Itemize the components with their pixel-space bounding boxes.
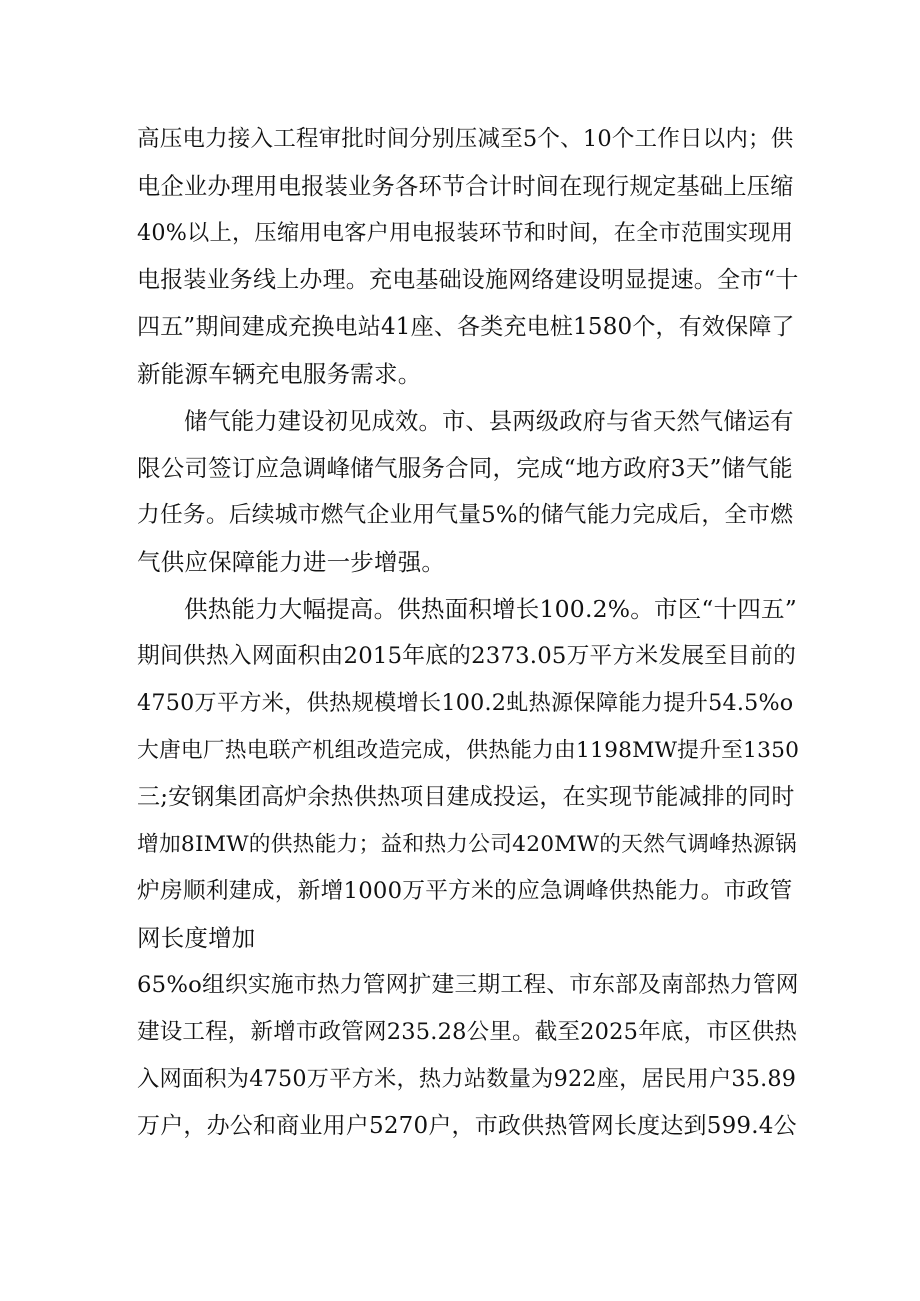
text-line: 限公司签订应急调峰储气服务合同，完成“地方政府3天”储气能 (137, 454, 793, 482)
text-line: 网长度增加 (137, 924, 256, 952)
text-line: 新能源车辆充电服务需求。 (137, 360, 422, 388)
text-line: 电报装业务线上办理。充电基础设施网络建设明显提速。全市“十 (137, 267, 799, 293)
document-body (137, 116, 800, 1150)
text-line: 力任务。后续城市燃气企业用气量5%的储气能力完成后，全市燃 (137, 502, 794, 528)
text-line: 储气能力建设初见成效。市、县两级政府与省天然气储运有 (184, 408, 794, 435)
text-line: 建设工程，新增市政管网235.28公里。截至2025年底，市区供热 (137, 1019, 798, 1045)
text-line: 增加8IMW的供热能力；益和热力公司420MW的天然气调峰热源锅 (137, 832, 797, 857)
text-line: 供热能力大幅提高。供热面积增长100.2%。市区“十四五” (184, 595, 797, 623)
text-line: 四五”期间建成充换电站41座、各类充电桩1580个，有效保障了 (137, 314, 795, 340)
text-line: 气供应保障能力进一步增强。 (137, 548, 446, 576)
text-line: 高压电力接入工程审批时间分别压减至5个、10个工作日以内；供 (137, 126, 794, 152)
text-line: 炉房顺利建成，新增1000万平方米的应急调峰供热能力。市政管 (137, 878, 793, 904)
text-line: 大唐电厂热电联产机组改造完成，供热能力由1198MW提升至1350 (137, 738, 800, 763)
text-line: 入网面积为4750万平方米，热力站数量为922座，居民用户35.89 (137, 1066, 797, 1092)
text-line: 4750万平方米，供热规模增长100.2虬热源保障能力提升54.5%o (137, 690, 794, 716)
text-line: 期间供热入网面积由2015年底的2373.05万平方米发展至目前的 (137, 643, 797, 669)
text-line: 电企业办理用电报装业务各环节合计时间在现行规定基础上压缩 (137, 173, 794, 200)
text-line: 40%以上，压缩用电客户用电报装环节和时间，在全市范围实现用 (137, 220, 794, 246)
text-line: 三;安钢集团高炉余热供热项目建成投运，在实现节能减排的同时 (137, 784, 795, 810)
text-line: 万户，办公和商业用户5270户，市政供热管网长度达到599.4公 (137, 1113, 797, 1139)
text-line: 65%o组织实施市热力管网扩建三期工程、市东部及南部热力管网 (137, 972, 799, 998)
